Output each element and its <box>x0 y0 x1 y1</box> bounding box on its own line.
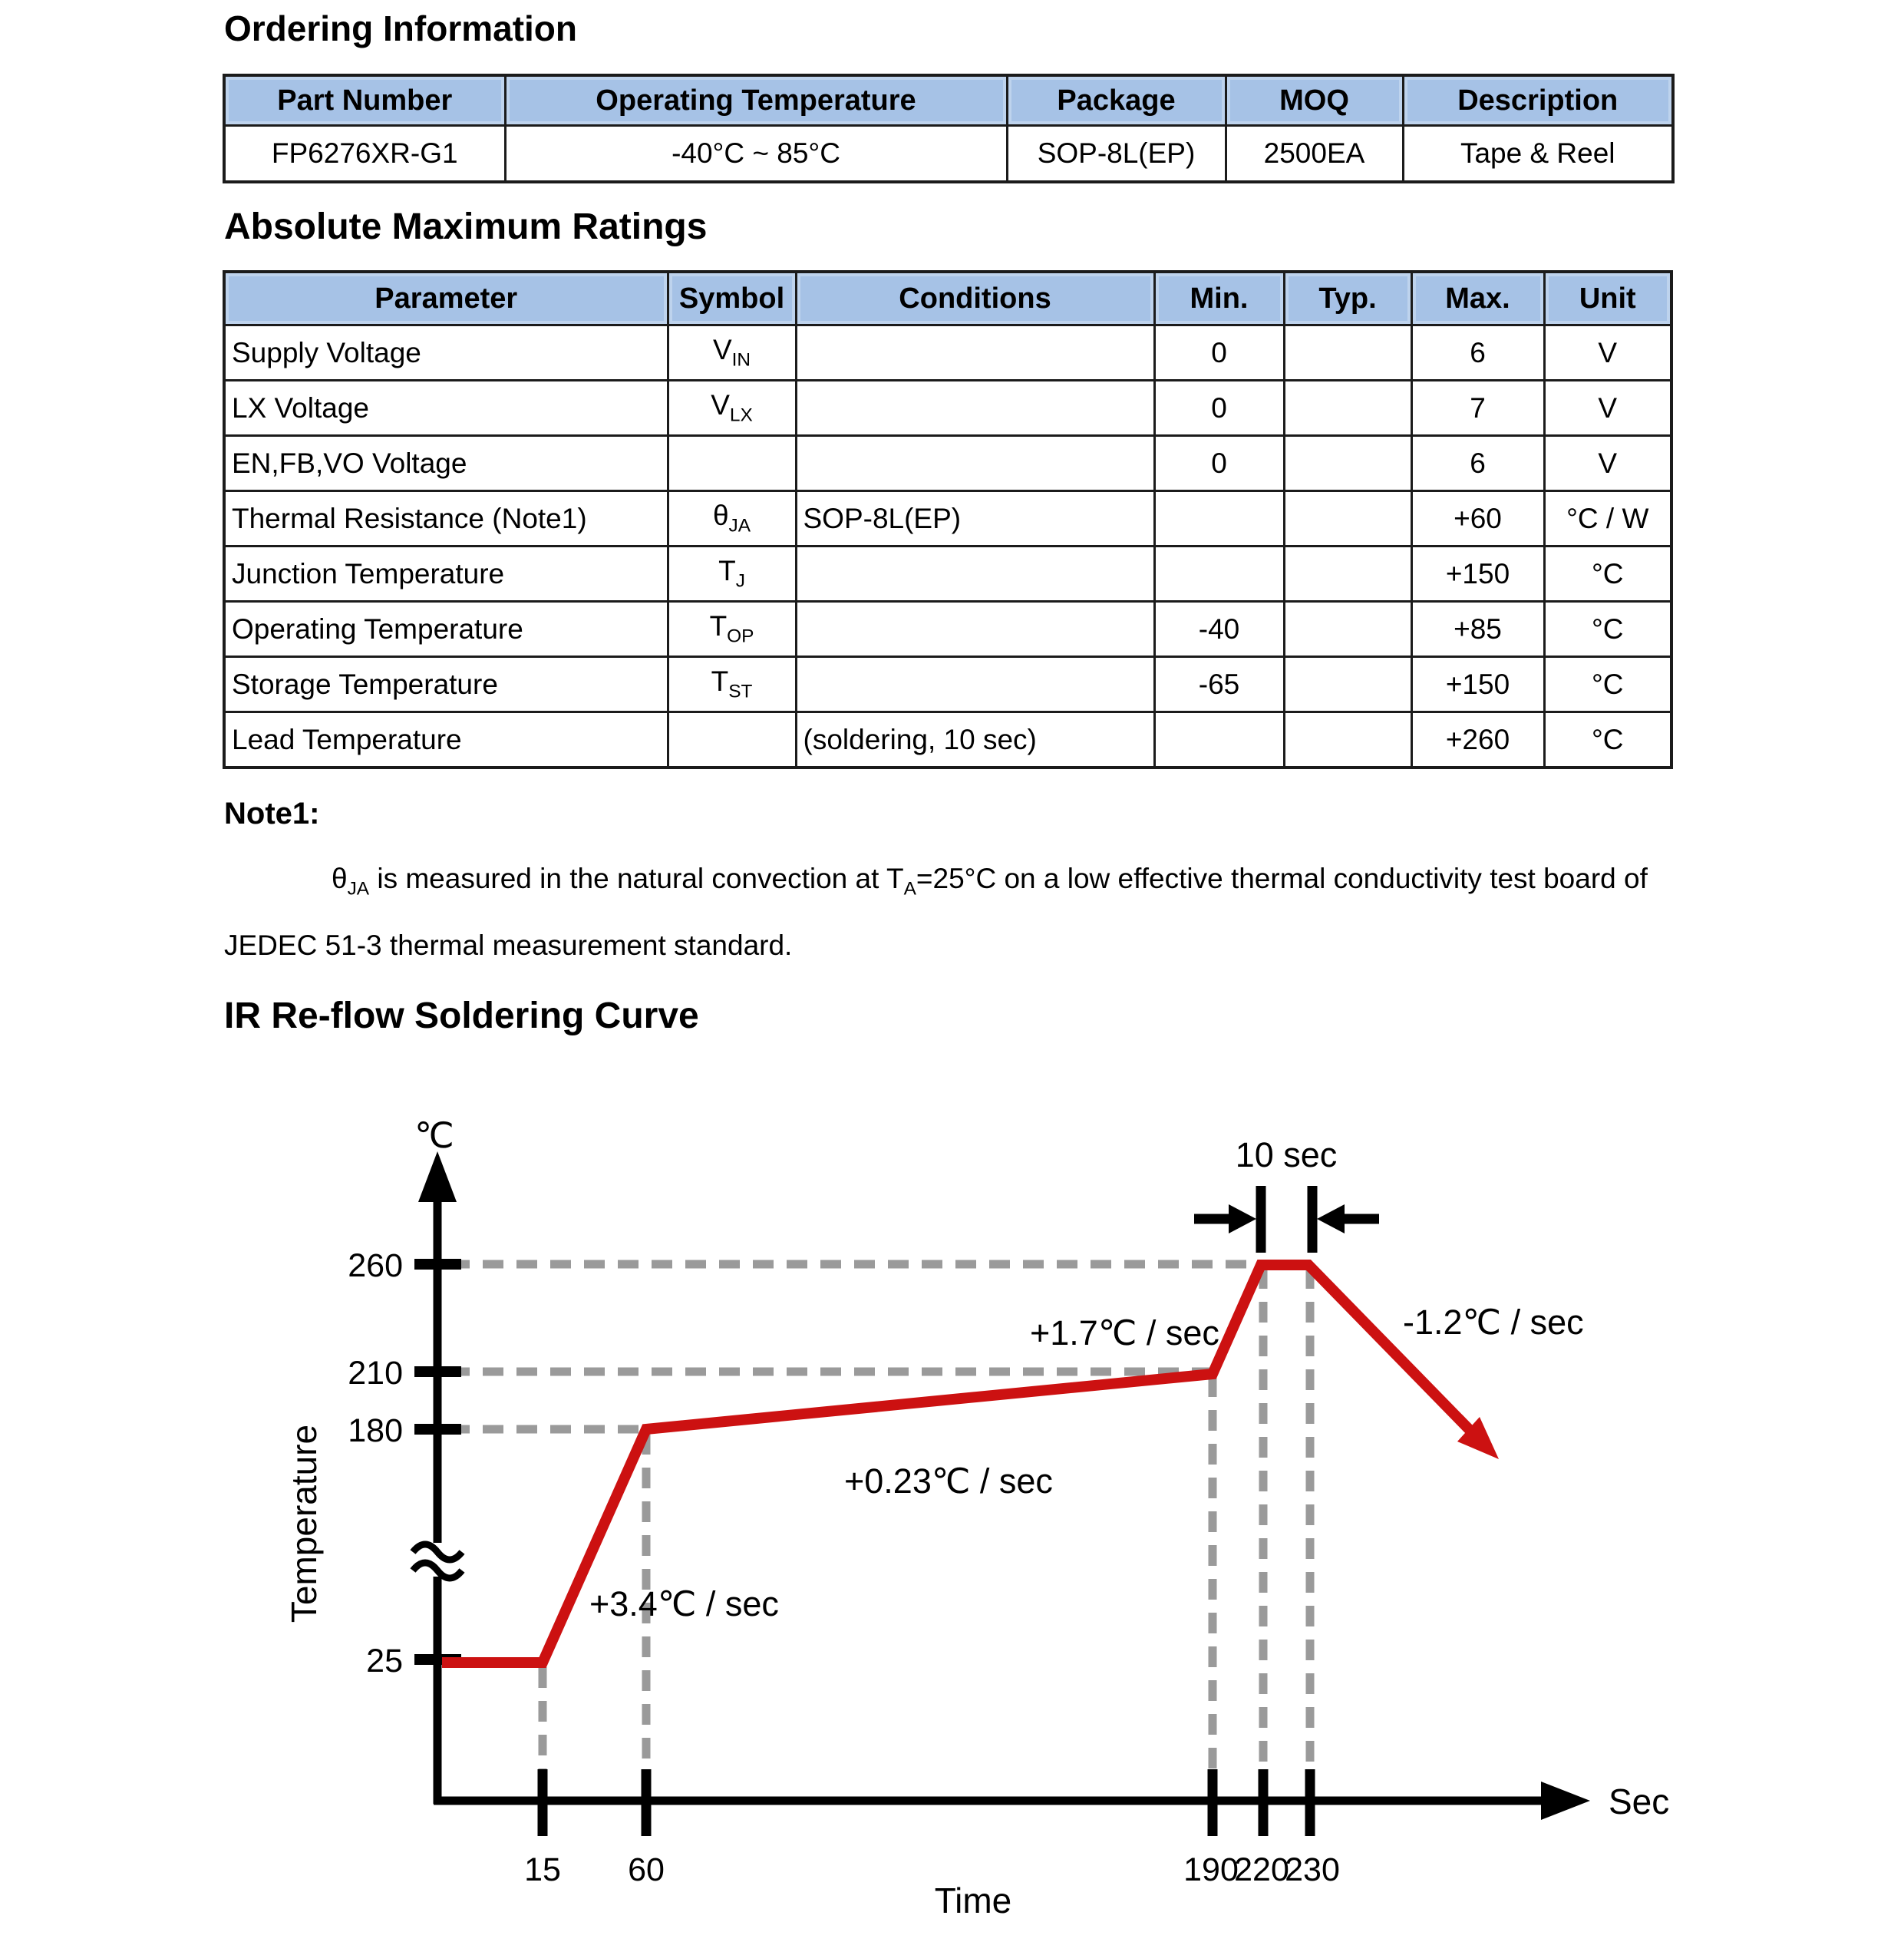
ordering-header-cell: Part Number <box>224 75 505 126</box>
amr-unit-cell: °C <box>1544 657 1671 712</box>
amr-symbol-cell <box>668 491 796 547</box>
amr-conditions-cell <box>796 657 1154 712</box>
note-text-theta: θ <box>332 863 348 894</box>
amr-parameter-cell: Supply Voltage <box>224 325 668 381</box>
x-tick-label-190: 190 <box>1183 1851 1239 1888</box>
amr-typ-cell <box>1284 325 1411 381</box>
ordering-information-table <box>223 74 1675 183</box>
amr-header-cell: Max. <box>1411 272 1544 325</box>
note-sub-ja: JA <box>347 878 370 900</box>
ordering-data-row <box>224 126 1673 183</box>
ordering-cell: -40°C ~ 85°C <box>505 126 1007 183</box>
amr-unit-cell: °C <box>1544 547 1671 602</box>
ordering-header-cell: Operating Temperature <box>505 75 1007 126</box>
amr-min-cell: -40 <box>1154 602 1284 657</box>
note-text-mid: is measured in the natural convection at T <box>369 863 904 894</box>
amr-min-cell <box>1154 712 1284 768</box>
amr-conditions-cell <box>796 602 1154 657</box>
amr-typ-cell <box>1284 491 1411 547</box>
x-tick-label-220: 220 <box>1234 1851 1289 1888</box>
amr-max-cell: +150 <box>1411 547 1544 602</box>
amr-typ-cell <box>1284 602 1411 657</box>
amr-parameter-cell: Junction Temperature <box>224 547 668 602</box>
symbol-base: T <box>709 610 728 642</box>
amr-parameter-cell: Storage Temperature <box>224 657 668 712</box>
amr-conditions-cell <box>796 381 1154 436</box>
absolute-maximum-ratings-title: Absolute Maximum Ratings <box>224 206 708 247</box>
amr-symbol-cell <box>668 657 796 712</box>
amr-header-cell: Unit <box>1544 272 1671 325</box>
amr-data-row <box>224 381 1671 436</box>
amr-data-row <box>224 325 1671 381</box>
amr-unit-cell: V <box>1544 436 1671 491</box>
amr-header-cell: Min. <box>1154 272 1284 325</box>
symbol-subscript: JA <box>728 515 751 537</box>
amr-max-cell: +260 <box>1411 712 1544 768</box>
amr-data-row <box>224 712 1671 768</box>
amr-max-cell: 7 <box>1411 381 1544 436</box>
reflow-curve-title: IR Re-flow Soldering Curve <box>224 996 699 1036</box>
ordering-cell: 2500EA <box>1226 126 1403 183</box>
amr-typ-cell <box>1284 712 1411 768</box>
amr-min-cell <box>1154 547 1284 602</box>
symbol-subscript: J <box>735 570 745 592</box>
symbol-base: T <box>718 555 736 587</box>
annotation-ramp-3-4: +3.4℃ / sec <box>589 1584 779 1623</box>
amr-symbol-cell <box>668 602 796 657</box>
note1-heading: Note1: <box>224 797 320 831</box>
ordering-information-title: Ordering Information <box>224 8 577 48</box>
amr-parameter-cell: EN,FB,VO Voltage <box>224 436 668 491</box>
amr-header-cell: Typ. <box>1284 272 1411 325</box>
amr-data-row <box>224 657 1671 712</box>
x-tick-label-230: 230 <box>1285 1851 1340 1888</box>
amr-data-row <box>224 547 1671 602</box>
symbol-base: V <box>711 389 730 421</box>
amr-data-row <box>224 436 1671 491</box>
note-sub-a: A <box>903 878 916 900</box>
amr-data-row <box>224 491 1671 547</box>
y-axis-arrowhead <box>418 1151 457 1202</box>
amr-unit-cell: °C <box>1544 712 1671 768</box>
symbol-base: T <box>711 665 729 698</box>
ordering-cell: SOP-8L(EP) <box>1007 126 1226 183</box>
amr-symbol-cell <box>668 547 796 602</box>
amr-unit-cell: V <box>1544 325 1671 381</box>
note1-paragraph <box>224 850 1682 974</box>
annotation-ramp-1-7: +1.7℃ / sec <box>1030 1313 1219 1352</box>
note-text-end: =25°C on a low effective thermal conductivity test board of JEDEC 51-3 thermal measurement standard. <box>224 863 1648 962</box>
y-tick-label-210: 210 <box>348 1355 403 1392</box>
amr-typ-cell <box>1284 547 1411 602</box>
annotation-cool-1-2: -1.2℃ / sec <box>1403 1303 1584 1342</box>
amr-min-cell: 0 <box>1154 325 1284 381</box>
ordering-header-cell: Package <box>1007 75 1226 126</box>
amr-data-row <box>224 602 1671 657</box>
amr-conditions-cell <box>796 436 1154 491</box>
absolute-maximum-ratings-table <box>223 270 1673 769</box>
reflow-soldering-curve-chart <box>0 1059 1904 1955</box>
x-tick-label-60: 60 <box>628 1851 665 1888</box>
x-tick-label-15: 15 <box>524 1851 561 1888</box>
annotation-10-sec: 10 sec <box>1235 1135 1338 1174</box>
x-axis-arrowhead <box>1541 1782 1590 1820</box>
amr-typ-cell <box>1284 381 1411 436</box>
x-axis-title: Time <box>934 1881 1012 1920</box>
amr-unit-cell: °C / W <box>1544 491 1671 547</box>
amr-min-cell: 0 <box>1154 436 1284 491</box>
amr-conditions-cell: (soldering, 10 sec) <box>796 712 1154 768</box>
amr-min-cell: 0 <box>1154 381 1284 436</box>
ordering-header-cell: MOQ <box>1226 75 1403 126</box>
amr-header-cell: Parameter <box>224 272 668 325</box>
amr-symbol-cell <box>668 381 796 436</box>
amr-header-row <box>224 272 1671 325</box>
ordering-cell: FP6276XR-G1 <box>224 126 505 183</box>
ordering-cell: Tape & Reel <box>1403 126 1673 183</box>
amr-header-cell: Conditions <box>796 272 1154 325</box>
amr-max-cell: +85 <box>1411 602 1544 657</box>
ordering-header-cell: Description <box>1403 75 1673 126</box>
amr-unit-cell: V <box>1544 381 1671 436</box>
amr-conditions-cell: SOP-8L(EP) <box>796 491 1154 547</box>
amr-symbol-cell <box>668 712 796 768</box>
amr-conditions-cell <box>796 547 1154 602</box>
amr-max-cell: +60 <box>1411 491 1544 547</box>
annotation-ramp-0-23: +0.23℃ / sec <box>844 1461 1053 1501</box>
amr-min-cell <box>1154 491 1284 547</box>
ten-sec-bracket <box>1194 1186 1379 1253</box>
amr-parameter-cell: Operating Temperature <box>224 602 668 657</box>
amr-max-cell: 6 <box>1411 436 1544 491</box>
y-tick-label-25: 25 <box>366 1643 403 1679</box>
amr-symbol-cell <box>668 325 796 381</box>
amr-parameter-cell: Thermal Resistance (Note1) <box>224 491 668 547</box>
amr-unit-cell: °C <box>1544 602 1671 657</box>
amr-parameter-cell: Lead Temperature <box>224 712 668 768</box>
amr-symbol-cell <box>668 436 796 491</box>
ordering-header-row <box>224 75 1673 126</box>
symbol-base: θ <box>712 500 729 532</box>
symbol-subscript: OP <box>727 626 754 647</box>
amr-max-cell: +150 <box>1411 657 1544 712</box>
symbol-subscript: IN <box>731 349 751 371</box>
x-axis-unit-label: Sec <box>1609 1782 1670 1821</box>
bracket-arrow-left-icon <box>1317 1204 1345 1233</box>
y-axis-title: Temperature <box>284 1424 324 1623</box>
symbol-base: V <box>712 334 732 366</box>
amr-header-cell: Symbol <box>668 272 796 325</box>
amr-typ-cell <box>1284 657 1411 712</box>
amr-conditions-cell <box>796 325 1154 381</box>
amr-min-cell: -65 <box>1154 657 1284 712</box>
y-tick-label-180: 180 <box>348 1412 403 1449</box>
y-axis-unit-label: ℃ <box>414 1115 454 1155</box>
symbol-subscript: ST <box>728 681 753 702</box>
amr-max-cell: 6 <box>1411 325 1544 381</box>
amr-parameter-cell: LX Voltage <box>224 381 668 436</box>
symbol-subscript: LX <box>729 405 753 426</box>
amr-typ-cell <box>1284 436 1411 491</box>
bracket-arrow-right-icon <box>1229 1204 1256 1233</box>
y-tick-label-260: 260 <box>348 1247 403 1284</box>
